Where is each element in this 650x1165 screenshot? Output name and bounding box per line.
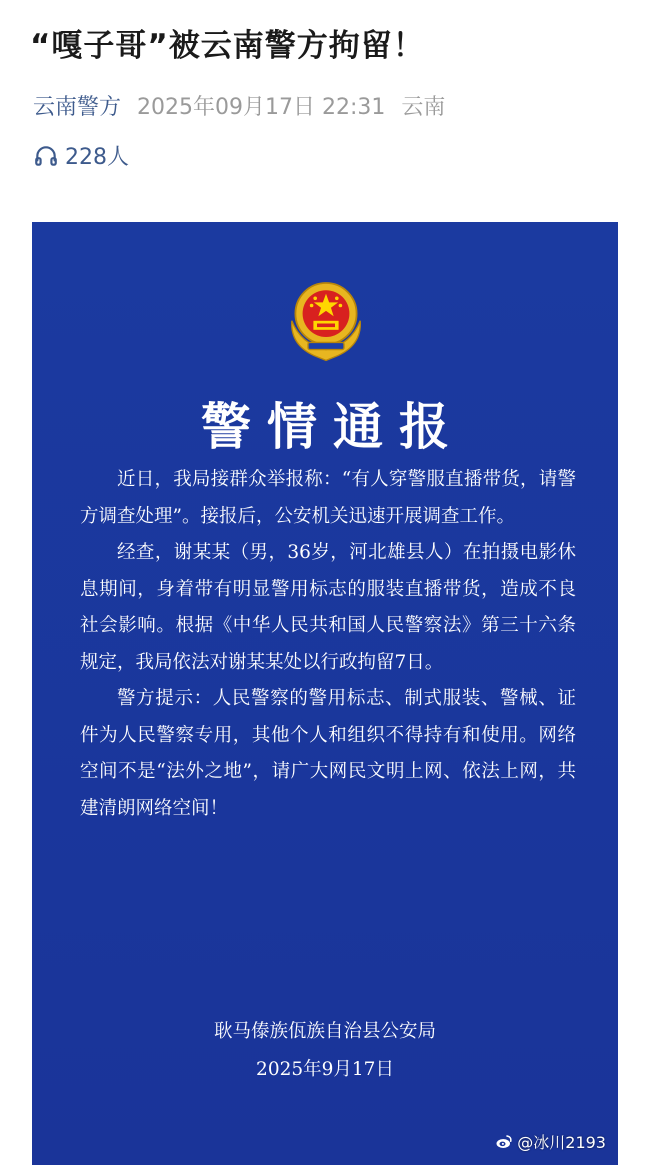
notice-paragraph: 经查，谢某某（男，36岁，河北雄县人）在拍摄电影休息期间，身着带有明显警用标志的服装直播带货，造成不良社会影响。根据《中华人民共和国人民警察法》第三十六条规定，我局依法对谢某某处以行政拘留7日。 (80, 542, 576, 673)
article-title: “嘎子哥”被云南警方拘留！ (30, 28, 425, 64)
notice-title: 警情通报 (201, 397, 465, 456)
article-meta (33, 90, 445, 121)
notice-issuer: 耿马傣族佤族自治县公安局 (213, 1021, 436, 1042)
watermark (495, 1130, 606, 1153)
publish-region: 云南 (401, 95, 446, 120)
publish-time: 2025年09月17日 22:31 (137, 95, 386, 120)
police-emblem-icon (281, 274, 371, 364)
notice-date: 2025年9月17日 (256, 1059, 394, 1080)
listen-button[interactable] (33, 140, 129, 171)
notice-body (80, 462, 576, 827)
notice-paragraph: 警方提示：人民警察的警用标志、制式服装、警械、证件为人民警察专用，其他个人和组织不得持有和使用。网络空间不是“法外之地”，请广大网民文明上网、依法上网，共建清朗网络空间！ (80, 688, 576, 819)
notice-paragraph: 近日，我局接群众举报称：“有人穿警服直播带货，请警方调查处理”。接报后，公安机关迅速开展调查工作。 (80, 469, 576, 527)
weibo-logo-icon (495, 1133, 513, 1151)
source-link[interactable]: 云南警方 (33, 95, 122, 120)
watermark-text: @冰川2193 (517, 1133, 606, 1152)
police-notice-image (32, 222, 618, 1165)
listen-count: 228人 (65, 145, 129, 170)
headphones-icon (33, 143, 59, 169)
